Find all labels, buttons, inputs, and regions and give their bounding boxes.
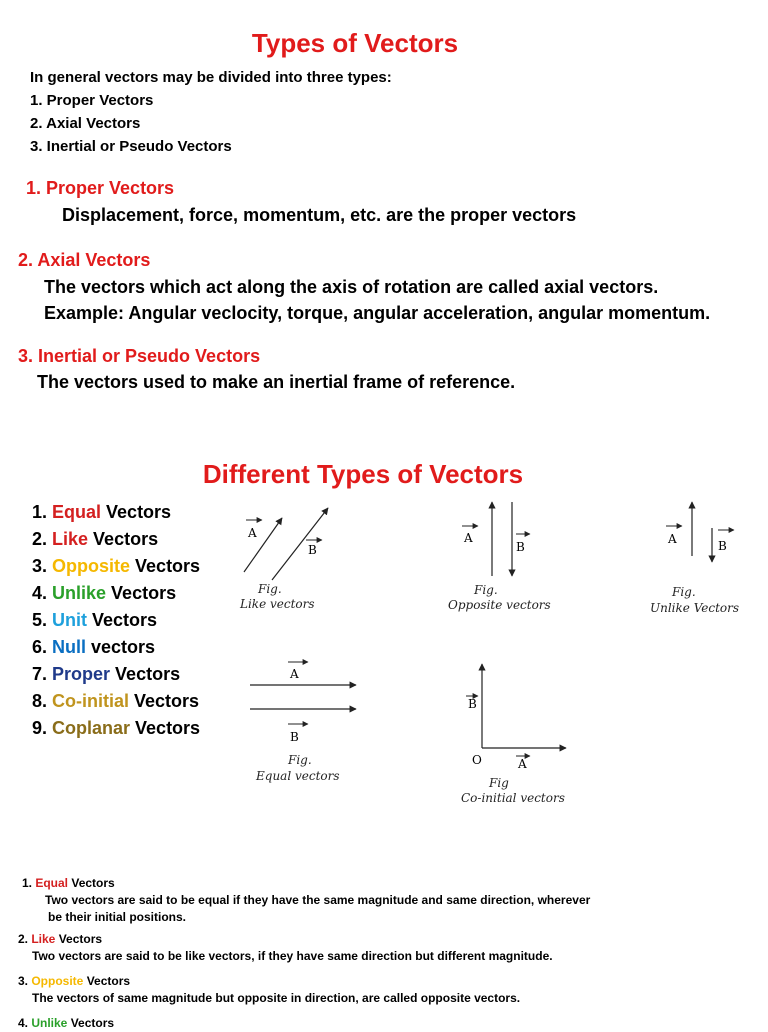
equal-label-a: A [290, 667, 299, 681]
list-item: 4. Unlike Vectors [32, 583, 177, 603]
fig-opposite-caption: Opposite vectors [448, 598, 551, 612]
definition-opposite [18, 973, 520, 1007]
definition-text: Two vectors are said to be equal if they have the same magnitude and same direction, wherever [45, 893, 591, 907]
co-initial-origin: O [472, 753, 482, 767]
fig-opposite-label: Fig. [474, 583, 498, 597]
intro-item: 3. Inertial or Pseudo Vectors [30, 138, 232, 155]
definition-like [18, 931, 553, 965]
definition-heading: 3. Opposite Vectors [18, 974, 131, 988]
section-heading-axial: 2. Axial Vectors [18, 250, 151, 270]
type-word: Unit [52, 610, 88, 630]
list-item: 7. Proper Vectors [32, 664, 181, 684]
definition-word: Opposite [31, 974, 84, 988]
fig-co-initial-caption: Co-initial vectors [461, 791, 565, 805]
section-text-pseudo: The vectors used to make an inertial frame of reference. [37, 372, 516, 392]
section-heading-pseudo: 3. Inertial or Pseudo Vectors [18, 346, 261, 366]
like-label-b: B [308, 543, 317, 557]
like-vector-b [272, 508, 328, 580]
opposite-label-b: B [516, 540, 525, 554]
page-title: Types of Vectors [251, 28, 459, 58]
list-item: 8. Co-initial Vectors [32, 691, 200, 711]
types-list [32, 499, 200, 742]
equal-label-b: B [290, 730, 299, 744]
type-word: Unlike [52, 583, 107, 603]
section-text-axial: The vectors which act along the axis of rotation are called axial vectors. [44, 277, 659, 297]
fig-like-label: Fig. [258, 582, 282, 596]
list-item: 2. Like Vectors [32, 529, 159, 549]
figure-opposite-vectors [450, 496, 540, 582]
list-item: 9. Coplanar Vectors [32, 718, 201, 738]
fig-co-initial-label: Fig [489, 776, 509, 790]
like-label-a: A [248, 526, 257, 540]
type-word: Like [52, 529, 89, 549]
definition-word: Like [31, 932, 56, 946]
definition-text: Two vectors are said to be like vectors, if they have same direction but different magnitude. [32, 949, 553, 963]
definition-equal [22, 875, 590, 926]
definition-text-cont: be their initial positions. [48, 910, 187, 924]
figure-equal-vectors [246, 650, 362, 746]
type-word: Proper [52, 664, 111, 684]
type-word: Equal [52, 502, 102, 522]
intro-lead: In general vectors may be divided into three types: [30, 69, 392, 86]
definition-word: Unlike [31, 1016, 68, 1030]
list-item: 6. Null vectors [32, 637, 156, 657]
fig-equal-caption: Equal vectors [256, 769, 340, 783]
list-item: 1. Equal Vectors [32, 502, 172, 522]
definition-heading: 2. Like Vectors [18, 932, 103, 946]
definition-heading: 4. Unlike Vectors [18, 1016, 115, 1030]
unlike-label-b: B [718, 539, 727, 553]
list-item: 5. Unit Vectors [32, 610, 158, 630]
type-word: Opposite [52, 556, 131, 576]
definition-text: The vectors of same magnitude but opposite in direction, are called opposite vectors. [32, 991, 521, 1005]
unlike-label-a: A [668, 532, 677, 546]
type-word: Coplanar [52, 718, 131, 738]
intro-block [30, 66, 392, 158]
fig-unlike-label: Fig. [672, 585, 696, 599]
fig-equal-label: Fig. [288, 753, 312, 767]
fig-like-caption: Like vectors [240, 597, 315, 611]
co-initial-label-a: A [518, 757, 527, 771]
intro-item: 1. Proper Vectors [30, 92, 154, 109]
fig-unlike-caption: Unlike Vectors [650, 601, 740, 615]
section-text-axial-example: Example: Angular veclocity, torque, angular acceleration, angular momentum. [44, 303, 711, 323]
list-item: 3. Opposite Vectors [32, 556, 201, 576]
type-word: Null [52, 637, 87, 657]
definition-word: Equal [35, 876, 69, 890]
opposite-label-a: A [464, 531, 473, 545]
section-text-proper: Displacement, force, momentum, etc. are the proper vectors [62, 205, 577, 225]
figure-unlike-vectors [660, 498, 750, 568]
section-title-different-types: Different Types of Vectors [202, 459, 524, 489]
type-word: Co-initial [52, 691, 130, 711]
figure-co-initial-vectors [460, 660, 570, 772]
section-heading-proper: 1. Proper Vectors [26, 178, 175, 198]
intro-item: 2. Axial Vectors [30, 115, 141, 132]
definition-heading: 1. Equal Vectors [22, 876, 115, 890]
co-initial-label-b: B [468, 697, 477, 711]
